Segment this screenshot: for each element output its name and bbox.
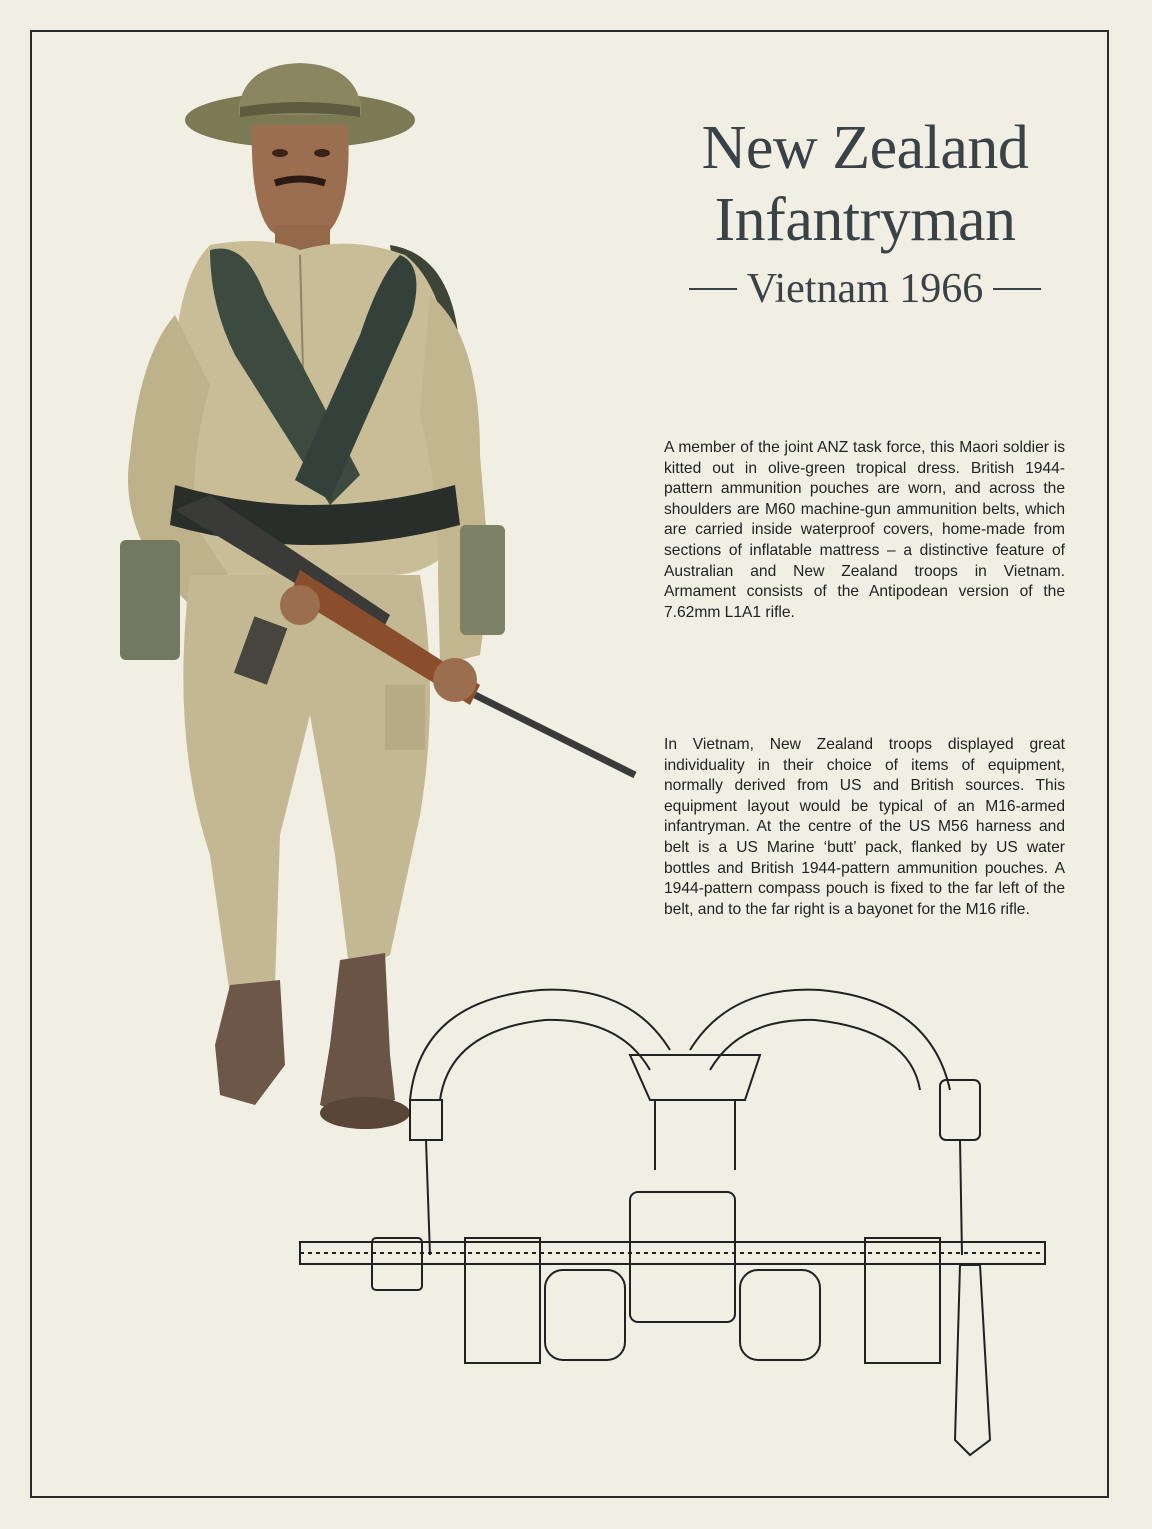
subtitle-row (640, 264, 1090, 314)
belt (300, 1242, 1045, 1264)
subtitle-rule-right (993, 288, 1041, 290)
description-paragraph-1: A member of the joint ANZ task force, this Maori soldier is kitted out in olive-green tropical dress. British 1944-pattern ammunition pouches are worn, and across the shoulders are M60 machine-gun ammunition belts, which are carried inside waterproof covers, home-made from sections of inflatable mattress – a distinctive feature of Australian and New Zealand troops in Vietnam. Armament consists of the Antipodean version of the 7.62mm L1A1 rifle. (664, 439, 1065, 621)
harness-straps (410, 990, 980, 1255)
title-line-1: New Zealand (701, 114, 1029, 182)
subtitle: Vietnam 1966 (746, 266, 984, 312)
belt-pouches (372, 1192, 990, 1455)
subtitle-rule-left (689, 288, 737, 290)
title-line-2: Infantryman (714, 186, 1016, 254)
equipment-diagram (290, 970, 1070, 1470)
description-paragraph-2: In Vietnam, New Zealand troops displayed great individuality in their choice of items of equipment, normally derived from US and British sources. This equipment layout would be typical of an M16-armed infantryman. At the centre of the US M56 harness and belt is a US Marine ‘butt’ pack, flanked by US water bottles and British 1944-pattern ammunition pouches. A 1944-pattern compass pouch is fixed to the far left of the belt, and to the far right is a bayonet for the M16 rifle. (664, 736, 1065, 918)
title-block (640, 112, 1090, 314)
